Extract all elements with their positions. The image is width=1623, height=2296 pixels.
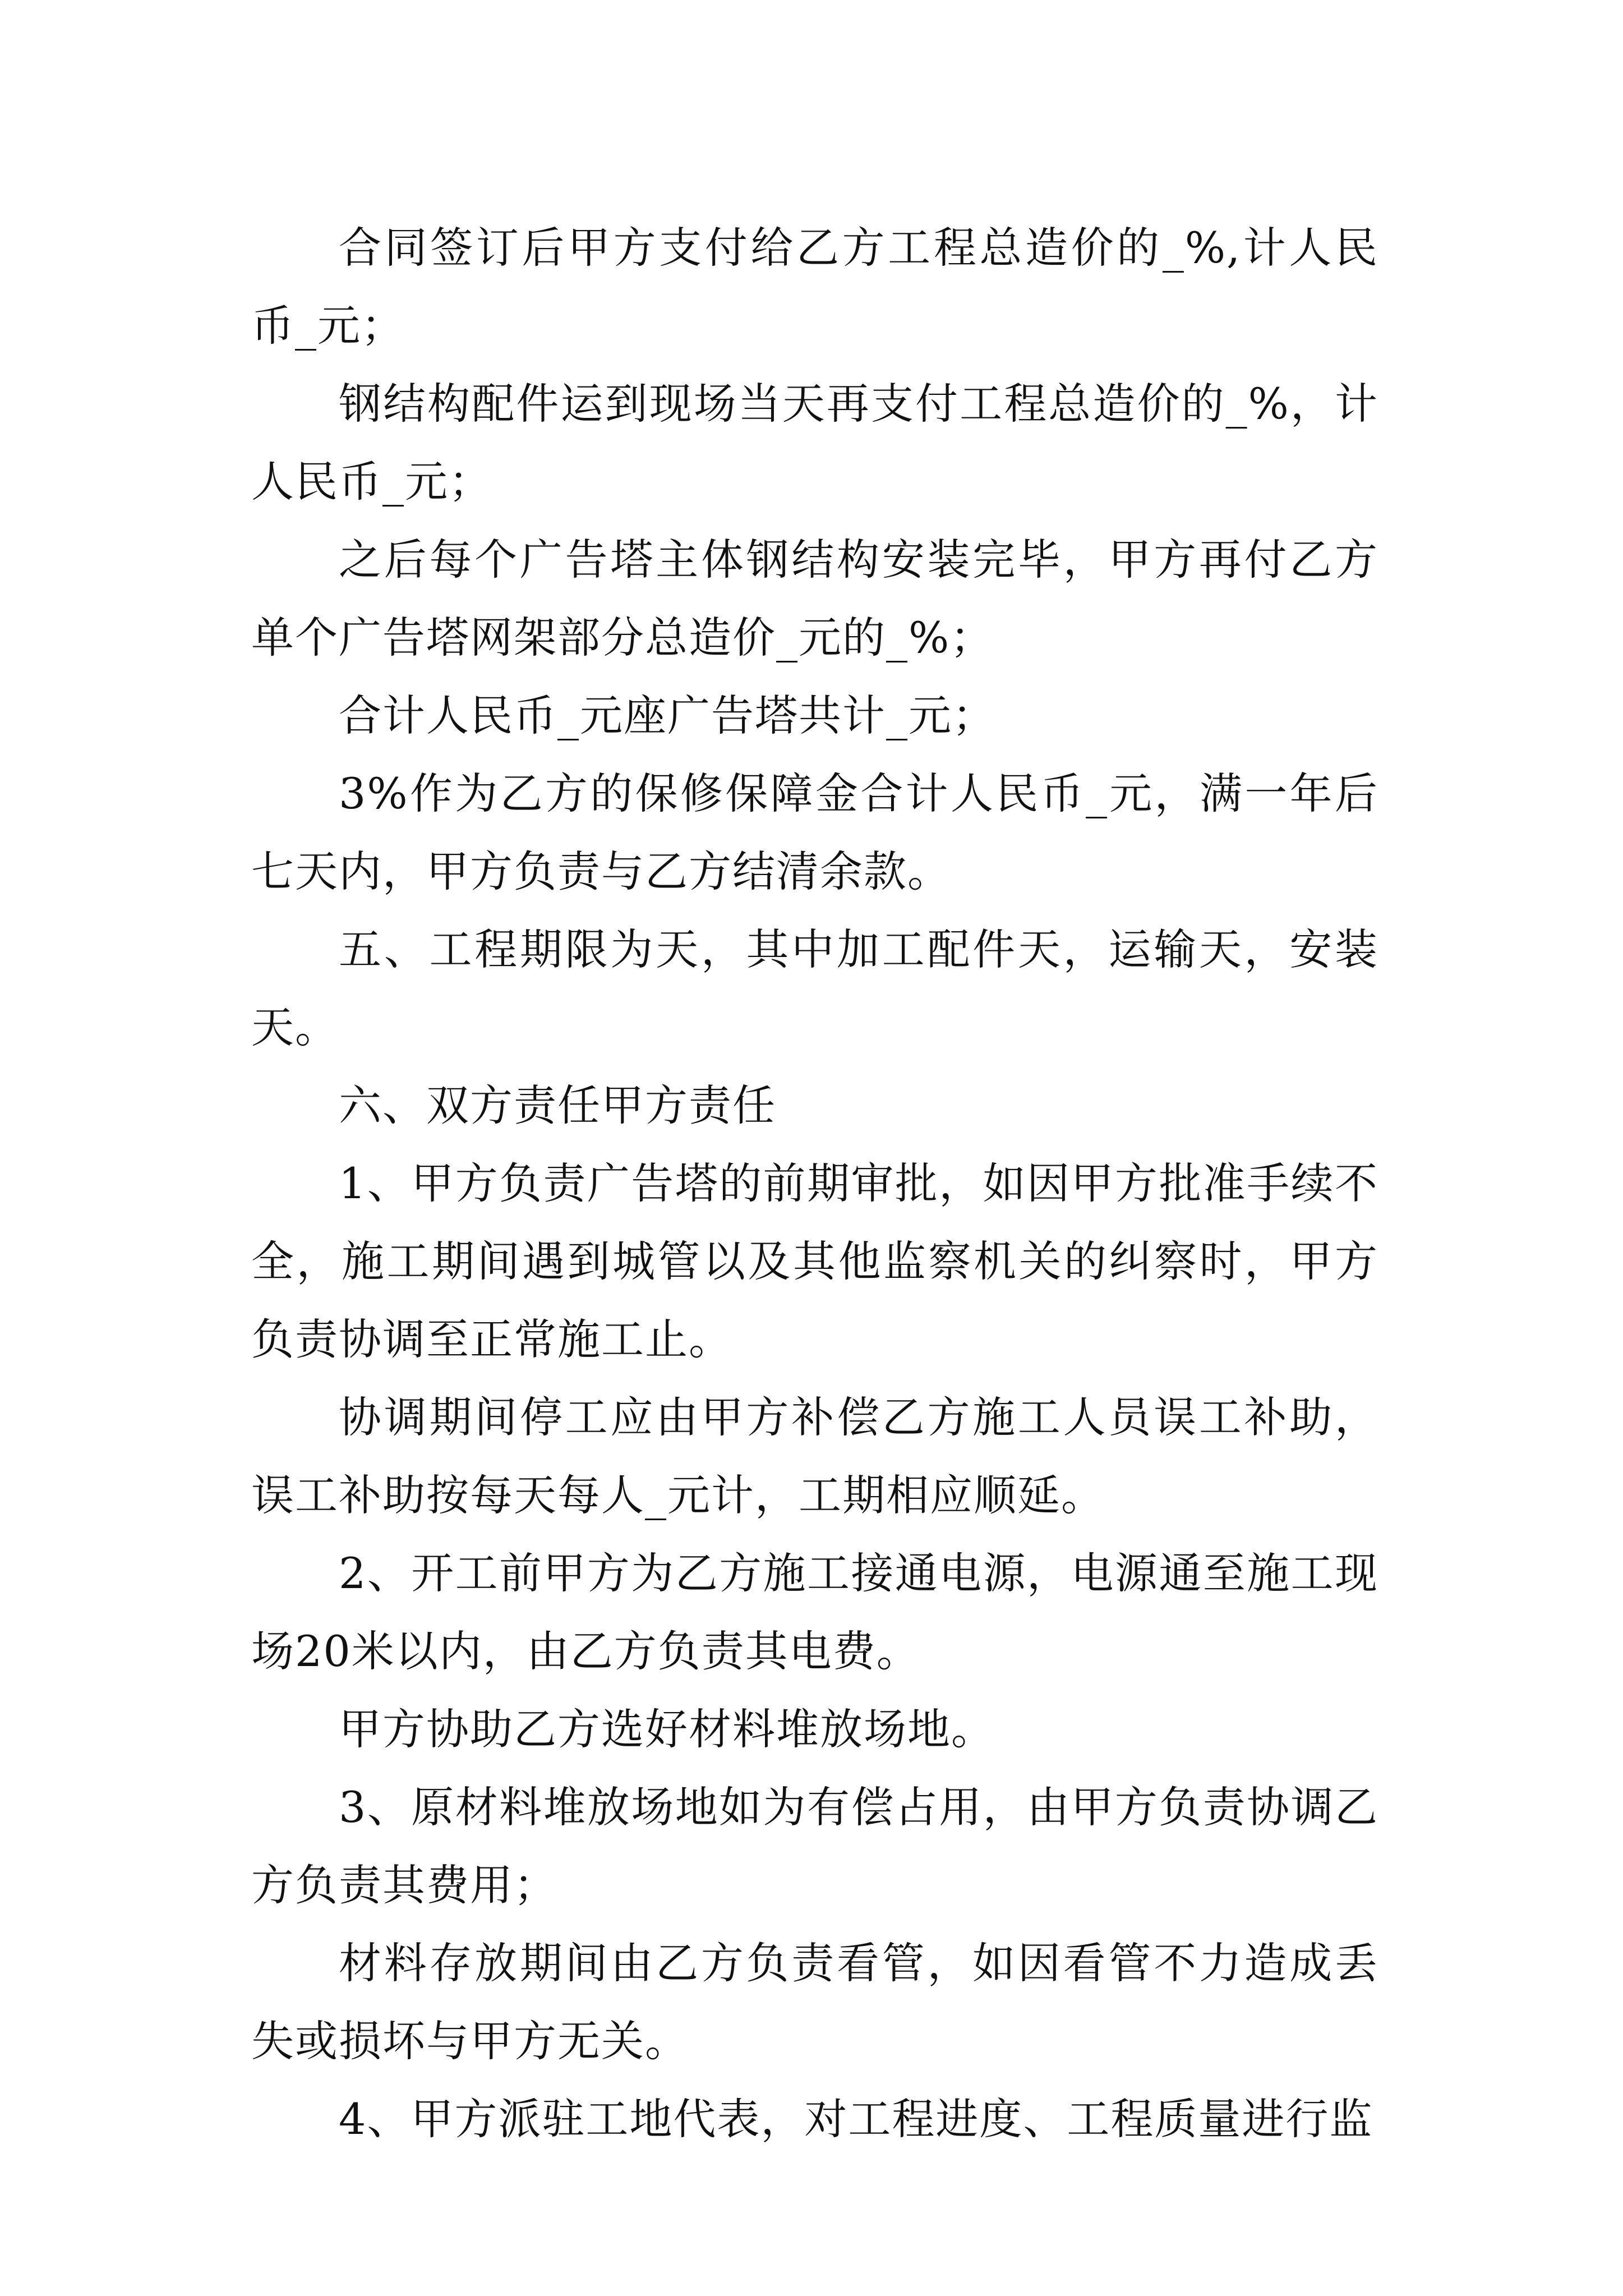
paragraph-power-supply: 2、开工前甲方为乙方施工接通电源，电源通至施工现场20米以内，由乙方负责其电费。 <box>251 1548 1378 1676</box>
paragraph-project-duration: 五、工程期限为天，其中加工配件天，运输天，安装天。 <box>251 924 1378 1052</box>
paragraph-site-representative: 4、甲方派驻工地代表，对工程进度、工程质量进行监 <box>339 2094 1373 2144</box>
paragraph-warranty-deposit: 3%作为乙方的保修保障金合计人民币_元，满一年后七天内，甲方负责与乙方结清余款。 <box>251 769 1378 896</box>
paragraph-party-a-approval: 1、甲方负责广告塔的前期审批，如因甲方批准手续不全，施工期间遇到城管以及其他监察机关的纠察时，甲方负责协调至正常施工止。 <box>251 1158 1378 1364</box>
paragraph-payment-signing: 合同签订后甲方支付给乙方工程总造价的_%,计人民币_元； <box>251 223 1378 351</box>
section-heading-responsibilities: 六、双方责任甲方责任 <box>339 1080 776 1130</box>
paragraph-payment-installation: 之后每个广告塔主体钢结构安装完毕，甲方再付乙方单个广告塔网架部分总造价_元的_%； <box>251 535 1378 662</box>
paragraph-material-custody: 材料存放期间由乙方负责看管，如因看管不力造成丢失或损坏与甲方无关。 <box>251 1938 1378 2066</box>
paragraph-payment-delivery: 钢结构配件运到现场当天再支付工程总造价的_%，计人民币_元； <box>251 379 1378 507</box>
paragraph-storage-site: 甲方协助乙方选好材料堆放场地。 <box>339 1704 995 1754</box>
paragraph-work-stoppage-compensation: 协调期间停工应由甲方补偿乙方施工人员误工补助，误工补助按每天每人_元计，工期相应顺延。 <box>251 1392 1378 1520</box>
paragraph-storage-cost: 3、原材料堆放场地如为有偿占用，由甲方负责协调乙方负责其费用； <box>251 1782 1378 1910</box>
paragraph-payment-total: 合计人民币_元座广告塔共计_元； <box>339 691 996 740</box>
document-body <box>251 209 1378 2158</box>
